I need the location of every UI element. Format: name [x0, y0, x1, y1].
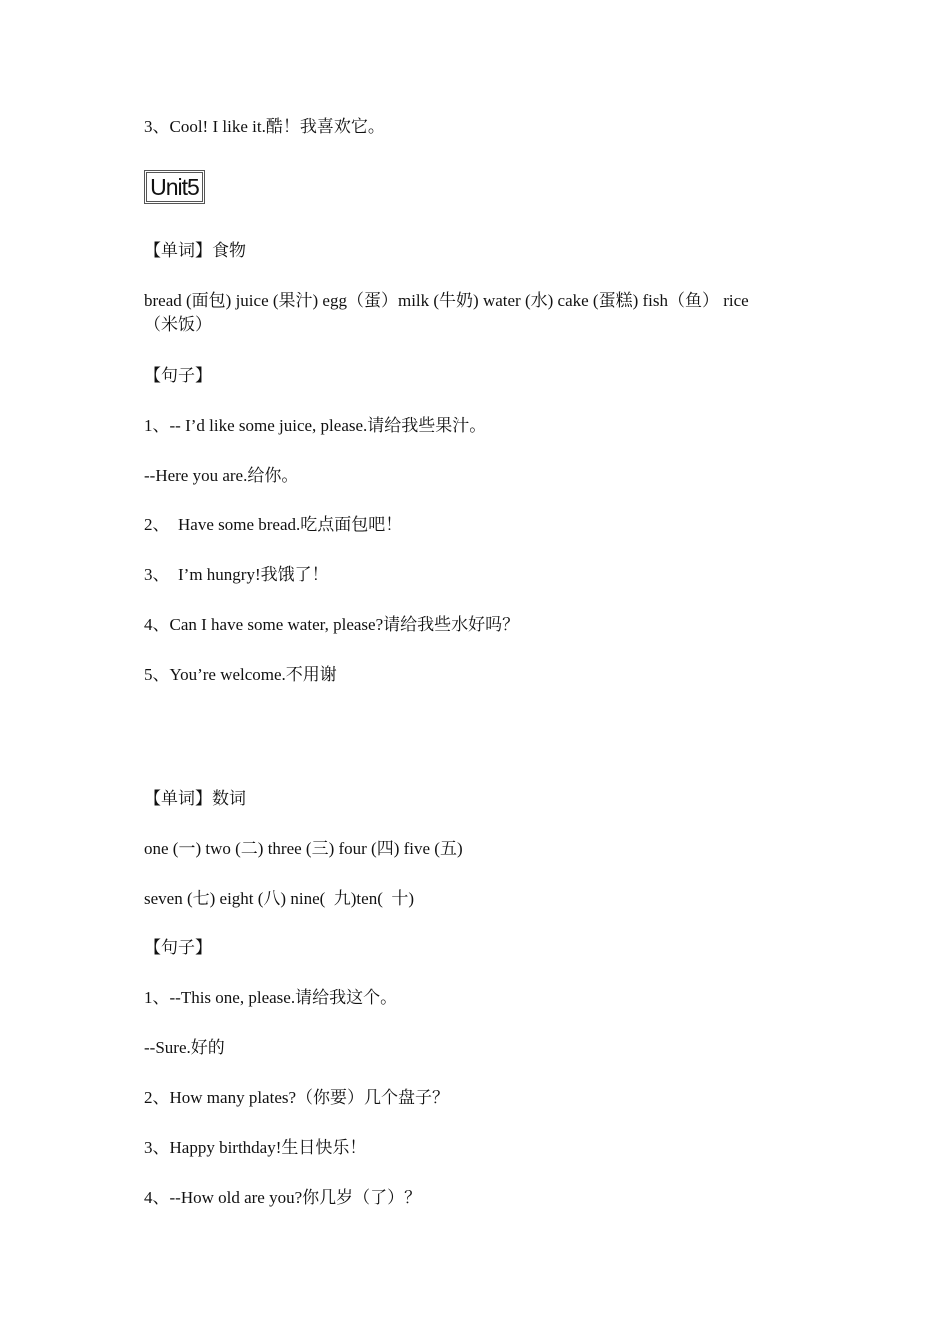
number-sentences-heading: 【句子】: [144, 938, 212, 957]
food-words-line-1: bread (面包) juice (果汁) egg（蛋）milk (牛奶) water (水) cake (蛋糕) fish（鱼） rice: [144, 291, 749, 310]
food-sentences-heading: 【句子】: [144, 366, 212, 385]
cool-sentence: 3、Cool! I like it.酷！我喜欢它。: [144, 117, 385, 136]
number-sentence: 2、How many plates?（你要）几个盘子？: [144, 1088, 450, 1107]
number-sentence: 3、Happy birthday!生日快乐！: [144, 1138, 367, 1157]
food-sentence: 2、 Have some bread.吃点面包吧！: [144, 515, 403, 534]
unit-title: Unit5: [144, 170, 205, 204]
number-words-line-1: one (一) two (二) three (三) four (四) five (五): [144, 839, 463, 858]
food-sentence: --Here you are.给你。: [144, 466, 299, 485]
number-sentence: --Sure.好的: [144, 1038, 225, 1057]
number-words-heading: 【单词】数词: [144, 789, 246, 808]
food-words-heading: 【单词】食物: [144, 241, 246, 260]
food-sentence: 5、You’re welcome.不用谢: [144, 665, 337, 684]
food-sentence: 1、-- I’d like some juice, please.请给我些果汁。: [144, 416, 487, 435]
food-words-line-2: （米饭）: [144, 315, 212, 334]
number-words-line-2: seven (七) eight (八) nine( 九)ten( 十): [144, 889, 415, 908]
number-sentence: 4、--How old are you?你几岁（了）？: [144, 1188, 422, 1207]
food-sentence: 3、 I’m hungry!我饿了！: [144, 565, 329, 584]
food-sentence: 4、Can I have some water, please?请给我些水好吗？: [144, 615, 520, 634]
number-sentence: 1、--This one, please.请给我这个。: [144, 988, 398, 1007]
